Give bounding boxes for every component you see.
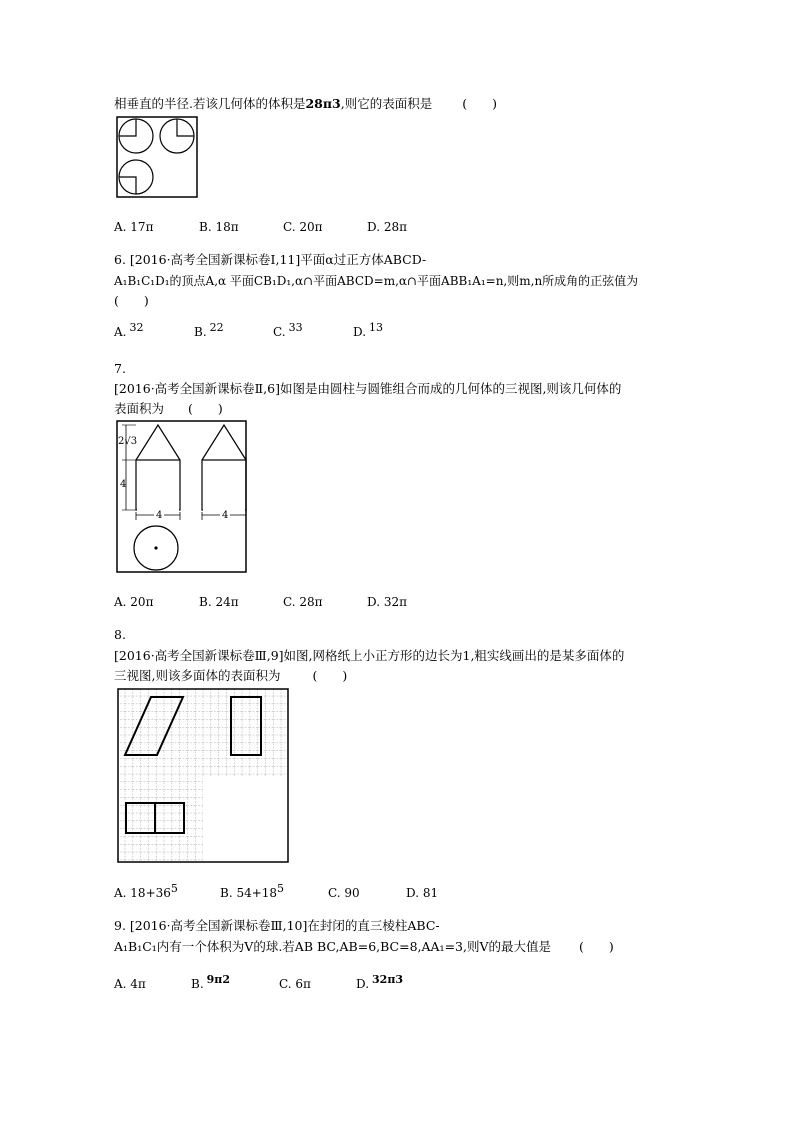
q6-option-a	[114, 321, 144, 341]
q9-option-a	[114, 976, 146, 992]
q8-line1: [2016·高考全国新课标卷Ⅲ,9]如图,网格纸上小正方形的边长为1,粗实线画出的是某多面体的	[114, 648, 625, 663]
q9-option-c	[279, 976, 311, 992]
q7-dim-cone: 2√3	[118, 436, 138, 447]
q6-line2: A₁B₁C₁D₁的顶点A,α 平面CB₁D₁,α∩平面ABCD=m,α∩平面ABB₁A₁=n,则m,n所成角的正弦值为	[114, 274, 639, 288]
q9-option-a-prefix: A. 4π	[114, 977, 146, 991]
q6-option-d-prefix: D.	[353, 325, 367, 339]
q8-number: 8.	[114, 627, 126, 642]
q9-stem-line2	[114, 939, 614, 955]
q6-option-b-prefix: B.	[194, 325, 207, 339]
q5-text-after: ,则它的表面积是	[340, 96, 433, 111]
q9-blank: ( )	[578, 939, 614, 954]
q8-blank: ( )	[312, 668, 348, 683]
q9-option-b-prefix: B.	[191, 977, 204, 991]
q5-text-before: 相垂直的半径.若该几何体的体积是	[114, 96, 306, 111]
q8-option-b	[220, 882, 285, 902]
q7-figure	[116, 420, 248, 574]
q7-option-c: C. 28π	[283, 595, 323, 609]
q6-option-b-value: 22	[209, 321, 224, 334]
q9-option-b	[191, 973, 230, 993]
q8-stem-line2	[114, 668, 347, 684]
q6-option-a-value: 32	[129, 321, 144, 334]
q6-option-d-value: 13	[369, 321, 384, 334]
q7-line1: [2016·高考全国新课标卷Ⅱ,6]如图是由圆柱与圆锥组合而成的几何体的三视图,则该几何体的	[114, 381, 622, 396]
q9-option-d-value: 32π3	[372, 973, 404, 986]
q8-option-a-prefix: A. 18+36	[114, 886, 171, 900]
q6-option-b	[194, 321, 224, 341]
q8-option-a-sup: 5	[170, 882, 178, 895]
q9-line1: 9. [2016·高考全国新课标卷Ⅲ,10]在封闭的直三棱柱ABC-	[114, 918, 440, 933]
q5-figure	[116, 116, 200, 200]
q5-option-b: B. 18π	[199, 220, 239, 234]
q9-option-c-prefix: C. 6π	[279, 977, 311, 991]
q7-dim-height: 4	[120, 479, 127, 490]
q7-dim-width-left: 4	[156, 510, 163, 521]
q8-line2: 三视图,则该多面体的表面积为	[114, 668, 281, 683]
q8-option-d-prefix: D. 81	[406, 886, 439, 900]
q7-option-d: D. 32π	[367, 595, 407, 609]
q9-option-d	[356, 973, 404, 993]
q6-option-c-value: 33	[288, 321, 303, 334]
q8-option-d	[406, 885, 438, 901]
q7-option-a: A. 20π	[114, 595, 154, 609]
q9-line2: A₁B₁C₁内有一个体积为V的球.若AB BC,AB=6,BC=8,AA₁=3,则V的最大值是	[114, 939, 551, 954]
q9-option-d-prefix: D.	[356, 977, 370, 991]
q8-option-c-prefix: C. 90	[328, 886, 360, 900]
q8-option-b-sup: 5	[277, 882, 285, 895]
q5-volume: 28π3	[305, 96, 341, 111]
q6-line1: 6. [2016·高考全国新课标卷Ⅰ,11]平面α过正方体ABCD-	[114, 252, 427, 267]
q6-option-d	[353, 321, 384, 341]
q6-blank: ( )	[114, 293, 149, 308]
q8-option-a	[114, 882, 178, 902]
q9-option-b-value: 9π2	[206, 973, 230, 986]
q5-option-a: A. 17π	[114, 220, 154, 234]
q7-number: 7.	[114, 361, 126, 376]
q8-figure	[117, 688, 289, 864]
q7-stem-line2	[114, 401, 223, 417]
q5-blank: ( )	[462, 96, 497, 111]
q5-option-c: C. 20π	[283, 220, 323, 234]
q6-option-c	[273, 321, 303, 341]
q5-stem	[114, 96, 497, 112]
q7-dim-width-right: 4	[222, 510, 229, 521]
q5-option-d: D. 28π	[367, 220, 407, 234]
q7-line2: 表面积为	[114, 401, 165, 416]
q8-option-c	[328, 885, 360, 901]
q6-option-c-prefix: C.	[273, 325, 286, 339]
q6-option-a-prefix: A.	[114, 325, 127, 339]
q8-option-b-prefix: B. 54+18	[220, 886, 278, 900]
q7-blank: ( )	[188, 401, 223, 416]
q7-option-b: B. 24π	[199, 595, 239, 609]
